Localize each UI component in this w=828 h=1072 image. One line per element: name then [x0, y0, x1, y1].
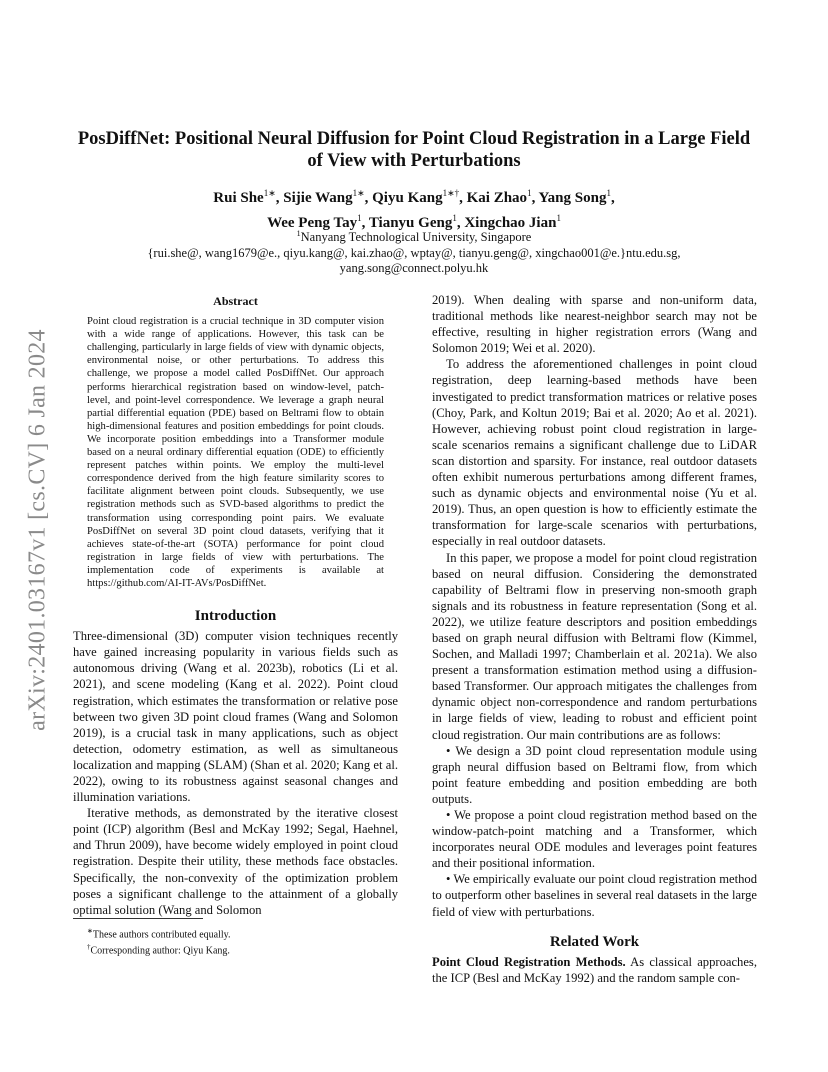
paragraph: In this paper, we propose a model for point cloud registration based on neural diffusion. Considering the demonstrated capability of Beltrami flow in preserving non-smooth graph signals and its robustness in feature representation (Song et al. 2022), we utilize feature descriptors and position embeddings based on graph neural diffusion with Beltrami flow (Kimmel, Sochen, and Malladi 1997; Chamberlain et al. 2021a). We also present a transformation estimation method using a diffusion-based Transformer. Our approach mitigates the challenges from dynamic object non-correspondence and random perturbations in large fields of view, leading to robust and efficient point cloud registration. Our main contributions are as follows:	[432, 550, 757, 742]
author: Rui She$^{1∗}$	[213, 188, 276, 206]
author: Xingchao Jian$^1$	[464, 213, 561, 231]
paragraph: Three-dimensional (3D) computer vision techniques recently have gained increasing popularity in various fields such as autonomous driving (Wang et al. 2023b), robotics (Li et al. 2021), and scene modeling (Kang et al. 2022). Point cloud registration, which estimates the transformation or relative pose between two given 3D point cloud frames (Wang and Solomon 2019), is a crucial task in many applications, such as object detection, odometry estimation, as well as simultaneous localization and mapping (SLAM) (Shan et al. 2020; Kang et al. 2022), owing to its robustness against seasonal changes and illumination variations.	[73, 629, 398, 805]
author: Tianyu Geng$^1$	[368, 213, 457, 231]
left-column	[73, 292, 398, 918]
bullet-mark: •	[446, 872, 451, 887]
abstract-heading: Abstract	[213, 294, 258, 308]
contribution-bullet: • We design a 3D point cloud representation module using graph neural diffusion based on Beltrami flow, from which point feature embedding and position embedding are both outputs.	[432, 743, 757, 806]
paper-title: PosDiffNet: Positional Neural Diffusion for Point Cloud Registration in a Large Field of View with Perturbations	[77, 129, 751, 171]
author: Qiyu Kang$^{1∗\dagger}$	[372, 188, 460, 206]
arxiv-sidebar-stamp	[18, 300, 58, 760]
abstract-text: Point cloud registration is a crucial technique in 3D computer vision with a wide range of applications. However, this task can be challenging, particularly in large fields of view with dynamic objects, environmental noise, or other perturbations. To address this challenge, we propose a model called PosDiffNet. Our approach performs hierarchical registration based on window-level, patch-level, and point-level correspondence. We leverage a graph neural partial differential equation (PDE) based on Beltrami flow to obtain high-dimensional features and position embeddings for point clouds. We incorporate position embeddings into a Transformer module based on a neural ordinary differential equation (ODE) to efficiently represent patches within points. We employ the multi-level correspondence derived from the high feature similarity scores to facilitate alignment between point clouds. Subsequently, we use registration methods such as SVD-based algorithms to predict the transformation using corresponding point pairs. We evaluate PosDiffNet on several 3D point cloud datasets, verifying that it achieves state-of-the-art (SOTA) performance for point cloud registration in large fields of view with perturbations. The implementation code of experiments is available at https://github.com/AI-IT-AVs/PosDiffNet.	[87, 316, 384, 589]
paragraph: 2019). When dealing with sparse and non-uniform data, traditional methods like nearest-neighbor search may not be effective, resulting in higher registration errors (Wang and Solomon 2019; Wei et al. 2020).	[432, 293, 757, 356]
contribution-bullet: • We propose a point cloud registration method based on the window-patch-point matching and a Transformer, which incorporates neural ODE modules and leverages point features and their positional information.	[432, 808, 758, 871]
author: Yang Song$^1$	[538, 188, 611, 206]
author-list: Rui She$^{1∗}$, Sijie Wang$^{1∗}$, Qiyu Kang$^{1∗\dagger}$, Kai Zhao$^1$, Yang Song$^1$, Wee Peng Tay$^1$, Tianyu Geng$^1$, Xingchao Jian$^1$	[213, 188, 615, 231]
footnotes	[73, 918, 398, 958]
paragraph: Iterative methods, as demonstrated by the iterative closest point (ICP) algorithm (Besl and McKay 1992; Segal, Haehnel, and Thrun 2009), have become widely employed in point cloud registration. Despite their utility, these methods face obstacles. Specifically, the non-convexity of the optimization problem poses a significant challenge to the attainment of a globally optimal solution (Wang and Solomon	[73, 806, 398, 917]
contribution-bullet: • We empirically evaluate our point cloud registration method to outperform other baselines in several real datasets in the large field of view with perturbations.	[432, 872, 758, 919]
bullet-mark: •	[446, 743, 451, 758]
right-column	[432, 292, 757, 986]
author: Wee Peng Tay$^1$	[267, 213, 362, 231]
footnote: †Corresponding author: Qiyu Kang.	[87, 943, 230, 957]
author: Sijie Wang$^{1∗}$	[283, 188, 365, 206]
footnote-rule	[73, 918, 203, 919]
author: Kai Zhao$^1$	[466, 188, 532, 206]
footnote: ∗These authors contributed equally.	[87, 927, 231, 941]
affiliation: $^1$Nanyang Technological University, Singapore	[296, 229, 532, 245]
affiliation-block	[90, 226, 738, 277]
author-emails: {rui.she@, wang1679@e., qiyu.kang@, kai.zhao@, wptay@, tianyu.geng@, xingchao001@e.}ntu.edu.sg, yang.song@connect.polyu.hk	[147, 245, 681, 276]
run-in-heading: Point Cloud Registration Methods.	[432, 954, 626, 969]
arxiv-identifier: arXiv:2401.03167v1 [cs.CV] 6 Jan 2024	[24, 329, 51, 731]
related-work-heading: Related Work	[549, 933, 640, 950]
introduction-heading: Introduction	[194, 608, 277, 625]
bullet-mark: •	[446, 808, 451, 822]
paragraph: Point Cloud Registration Methods. As classical approaches, the ICP (Besl and McKay 1992) and the random sample con-	[432, 954, 757, 985]
paragraph: To address the aforementioned challenges in point cloud registration, deep learning-based methods have been investigated to predict transformation matrices or relative poses (Choy, Park, and Koltun 2019; Bai et al. 2020; Ao et al. 2021). However, achieving robust point cloud registration in large-scale scenarios remains a significant challenge due to LiDAR scan distortion and sparsity. For instance, real outdoor datasets often exhibit numerous perturbations among different frames, such as dynamic objects and environmental noise (Yu et al. 2019). Thus, an open question is how to efficiently estimate the transformation for large-scale scenarios with perturbations, especially in real outdoor datasets.	[432, 357, 757, 549]
